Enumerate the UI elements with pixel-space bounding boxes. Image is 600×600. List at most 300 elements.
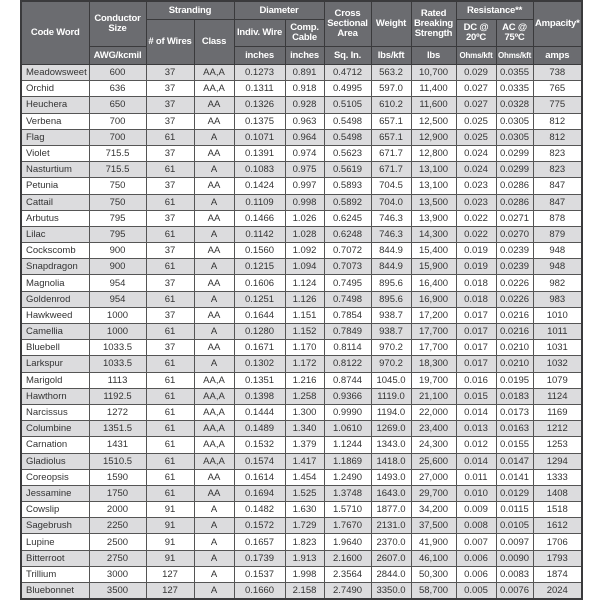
cell-comp-cable: 1.417 [285, 453, 324, 469]
cell-dc-resistance: 0.017 [456, 356, 496, 372]
cell-rated-breaking-strength: 10,700 [411, 65, 456, 81]
cell-ampacity: 847 [533, 194, 582, 210]
cell-class: A [194, 502, 234, 518]
cell-comp-cable: 1.152 [285, 324, 324, 340]
cell-code-word: Larkspur [21, 356, 89, 372]
header-comp-cable: Comp. Cable [285, 20, 324, 47]
cell-num-wires: 127 [146, 566, 194, 582]
header-num-wires: # of Wires [146, 20, 194, 65]
header-class: Class [194, 20, 234, 65]
cell-weight: 2131.0 [371, 518, 411, 534]
cell-class: A [194, 129, 234, 145]
cell-code-word: Cowslip [21, 502, 89, 518]
cell-rated-breaking-strength: 16,900 [411, 291, 456, 307]
cell-code-word: Bluebell [21, 340, 89, 356]
cell-num-wires: 37 [146, 81, 194, 97]
cell-rated-breaking-strength: 13,100 [411, 162, 456, 178]
cell-weight: 844.9 [371, 259, 411, 275]
table-row [21, 583, 582, 600]
cell-dc-resistance: 0.016 [456, 372, 496, 388]
cell-cross-sectional-area: 2.7490 [324, 583, 371, 600]
cell-weight: 1343.0 [371, 437, 411, 453]
cell-class: AA [194, 307, 234, 323]
cell-ac-resistance: 0.0083 [496, 566, 533, 582]
cell-num-wires: 37 [146, 275, 194, 291]
cell-cross-sectional-area: 0.7072 [324, 243, 371, 259]
cell-ac-resistance: 0.0299 [496, 162, 533, 178]
cell-rated-breaking-strength: 13,500 [411, 194, 456, 210]
cell-cross-sectional-area: 0.5619 [324, 162, 371, 178]
table-row [21, 226, 582, 242]
header-ac-resistance: AC @ 75ºC [496, 20, 533, 47]
table-row [21, 404, 582, 420]
cell-code-word: Nasturtium [21, 162, 89, 178]
cell-rated-breaking-strength: 12,900 [411, 129, 456, 145]
cell-indiv-wire: 0.1644 [234, 307, 285, 323]
cell-comp-cable: 1.026 [285, 210, 324, 226]
cell-code-word: Sagebrush [21, 518, 89, 534]
cell-comp-cable: 1.379 [285, 437, 324, 453]
cell-class: AA [194, 145, 234, 161]
cell-ampacity: 775 [533, 97, 582, 113]
cell-ac-resistance: 0.0129 [496, 485, 533, 501]
cell-weight: 671.7 [371, 162, 411, 178]
cell-rated-breaking-strength: 25,600 [411, 453, 456, 469]
cell-weight: 2370.0 [371, 534, 411, 550]
cell-code-word: Coreopsis [21, 469, 89, 485]
cell-ac-resistance: 0.0305 [496, 113, 533, 129]
cell-code-word: Bluebonnet [21, 583, 89, 600]
cell-conductor-size: 1590 [89, 469, 146, 485]
table-row [21, 162, 582, 178]
cell-ac-resistance: 0.0270 [496, 226, 533, 242]
cell-ampacity: 847 [533, 178, 582, 194]
cell-conductor-size: 650 [89, 97, 146, 113]
cell-num-wires: 61 [146, 404, 194, 420]
cell-weight: 1194.0 [371, 404, 411, 420]
cell-ac-resistance: 0.0286 [496, 178, 533, 194]
cell-weight: 1493.0 [371, 469, 411, 485]
cell-num-wires: 37 [146, 65, 194, 81]
cell-rated-breaking-strength: 11,600 [411, 97, 456, 113]
cell-class: AA [194, 469, 234, 485]
cell-ampacity: 983 [533, 291, 582, 307]
cell-num-wires: 61 [146, 437, 194, 453]
cell-ac-resistance: 0.0155 [496, 437, 533, 453]
cell-comp-cable: 1.630 [285, 502, 324, 518]
cell-comp-cable: 1.170 [285, 340, 324, 356]
cell-comp-cable: 0.963 [285, 113, 324, 129]
cell-weight: 938.7 [371, 307, 411, 323]
cell-dc-resistance: 0.018 [456, 275, 496, 291]
cell-cross-sectional-area: 0.8122 [324, 356, 371, 372]
cell-conductor-size: 1750 [89, 485, 146, 501]
cell-comp-cable: 1.300 [285, 404, 324, 420]
cell-indiv-wire: 0.1660 [234, 583, 285, 600]
cell-ampacity: 1518 [533, 502, 582, 518]
header-rated-breaking-strength: Rated Breaking Strength [411, 1, 456, 47]
cell-dc-resistance: 0.006 [456, 566, 496, 582]
cell-num-wires: 37 [146, 113, 194, 129]
cell-dc-resistance: 0.014 [456, 404, 496, 420]
cell-ac-resistance: 0.0097 [496, 534, 533, 550]
cell-num-wires: 61 [146, 421, 194, 437]
unit-ampacity: amps [533, 47, 582, 65]
cell-conductor-size: 1113 [89, 372, 146, 388]
cell-rated-breaking-strength: 58,700 [411, 583, 456, 600]
cell-comp-cable: 1.823 [285, 534, 324, 550]
cell-ampacity: 1010 [533, 307, 582, 323]
cell-dc-resistance: 0.015 [456, 388, 496, 404]
cell-code-word: Verbena [21, 113, 89, 129]
cell-cross-sectional-area: 0.8744 [324, 372, 371, 388]
cell-indiv-wire: 0.1671 [234, 340, 285, 356]
unit-comp-cable: inches [285, 47, 324, 65]
cell-num-wires: 91 [146, 518, 194, 534]
cell-rated-breaking-strength: 27,000 [411, 469, 456, 485]
cell-class: A [194, 518, 234, 534]
cell-num-wires: 61 [146, 194, 194, 210]
cell-rated-breaking-strength: 50,300 [411, 566, 456, 582]
cell-num-wires: 61 [146, 469, 194, 485]
cell-dc-resistance: 0.023 [456, 178, 496, 194]
cell-weight: 2607.0 [371, 550, 411, 566]
cell-weight: 746.3 [371, 210, 411, 226]
cell-class: AA,A [194, 404, 234, 420]
table-row [21, 324, 582, 340]
table-header [21, 1, 582, 65]
cell-rated-breaking-strength: 34,200 [411, 502, 456, 518]
cell-conductor-size: 1033.5 [89, 340, 146, 356]
cell-weight: 844.9 [371, 243, 411, 259]
conductor-spec-table [20, 0, 583, 600]
cell-dc-resistance: 0.029 [456, 65, 496, 81]
cell-comp-cable: 1.454 [285, 469, 324, 485]
cell-cross-sectional-area: 0.5623 [324, 145, 371, 161]
cell-conductor-size: 2750 [89, 550, 146, 566]
cell-indiv-wire: 0.1398 [234, 388, 285, 404]
cell-cross-sectional-area: 1.7670 [324, 518, 371, 534]
cell-weight: 938.7 [371, 324, 411, 340]
cell-ac-resistance: 0.0328 [496, 97, 533, 113]
cell-cross-sectional-area: 0.6245 [324, 210, 371, 226]
cell-dc-resistance: 0.017 [456, 307, 496, 323]
cell-cross-sectional-area: 0.4712 [324, 65, 371, 81]
cell-ac-resistance: 0.0183 [496, 388, 533, 404]
cell-num-wires: 91 [146, 534, 194, 550]
cell-ampacity: 1874 [533, 566, 582, 582]
table-row [21, 243, 582, 259]
cell-code-word: Lupine [21, 534, 89, 550]
cell-conductor-size: 750 [89, 178, 146, 194]
cell-weight: 1119.0 [371, 388, 411, 404]
cell-comp-cable: 1.124 [285, 275, 324, 291]
cell-code-word: Marigold [21, 372, 89, 388]
cell-class: AA,A [194, 437, 234, 453]
cell-weight: 563.2 [371, 65, 411, 81]
cell-comp-cable: 1.998 [285, 566, 324, 582]
cell-rated-breaking-strength: 17,200 [411, 307, 456, 323]
cell-ampacity: 2024 [533, 583, 582, 600]
header-resistance: Resistance** [456, 1, 533, 20]
cell-ac-resistance: 0.0239 [496, 259, 533, 275]
cell-code-word: Hawthorn [21, 388, 89, 404]
cell-rated-breaking-strength: 15,400 [411, 243, 456, 259]
cell-rated-breaking-strength: 41,900 [411, 534, 456, 550]
cell-class: A [194, 259, 234, 275]
cell-num-wires: 37 [146, 145, 194, 161]
cell-weight: 704.0 [371, 194, 411, 210]
cell-comp-cable: 1.094 [285, 259, 324, 275]
cell-weight: 1418.0 [371, 453, 411, 469]
cell-rated-breaking-strength: 16,400 [411, 275, 456, 291]
cell-ac-resistance: 0.0305 [496, 129, 533, 145]
cell-code-word: Petunia [21, 178, 89, 194]
table-row [21, 259, 582, 275]
cell-code-word: Heuchera [21, 97, 89, 113]
cell-cross-sectional-area: 0.6248 [324, 226, 371, 242]
table-row [21, 469, 582, 485]
cell-rated-breaking-strength: 21,100 [411, 388, 456, 404]
table-row [21, 437, 582, 453]
cell-indiv-wire: 0.1109 [234, 194, 285, 210]
cell-rated-breaking-strength: 19,700 [411, 372, 456, 388]
unit-weight: lbs/kft [371, 47, 411, 65]
cell-dc-resistance: 0.023 [456, 194, 496, 210]
cell-conductor-size: 954 [89, 291, 146, 307]
header-dc-resistance: DC @ 20ºC [456, 20, 496, 47]
cell-dc-resistance: 0.017 [456, 324, 496, 340]
cell-indiv-wire: 0.1375 [234, 113, 285, 129]
table-row [21, 145, 582, 161]
cell-dc-resistance: 0.009 [456, 502, 496, 518]
cell-class: A [194, 226, 234, 242]
cell-conductor-size: 636 [89, 81, 146, 97]
header-conductor-size: Conductor Size [89, 1, 146, 47]
cell-ampacity: 1212 [533, 421, 582, 437]
cell-ac-resistance: 0.0239 [496, 243, 533, 259]
cell-code-word: Cattail [21, 194, 89, 210]
cell-class: AA,A [194, 421, 234, 437]
cell-class: A [194, 550, 234, 566]
cell-ampacity: 765 [533, 81, 582, 97]
cell-ac-resistance: 0.0226 [496, 291, 533, 307]
cell-indiv-wire: 0.1532 [234, 437, 285, 453]
cell-comp-cable: 0.928 [285, 97, 324, 113]
cell-class: A [194, 162, 234, 178]
cell-conductor-size: 3000 [89, 566, 146, 582]
cell-weight: 1877.0 [371, 502, 411, 518]
table-row [21, 210, 582, 226]
cell-ac-resistance: 0.0173 [496, 404, 533, 420]
cell-indiv-wire: 0.1391 [234, 145, 285, 161]
cell-num-wires: 37 [146, 307, 194, 323]
cell-weight: 895.6 [371, 275, 411, 291]
cell-cross-sectional-area: 0.4995 [324, 81, 371, 97]
cell-indiv-wire: 0.1482 [234, 502, 285, 518]
cell-ac-resistance: 0.0141 [496, 469, 533, 485]
cell-cross-sectional-area: 1.3748 [324, 485, 371, 501]
cell-class: AA [194, 340, 234, 356]
cell-ampacity: 1124 [533, 388, 582, 404]
cell-comp-cable: 1.258 [285, 388, 324, 404]
cell-indiv-wire: 0.1071 [234, 129, 285, 145]
cell-ampacity: 812 [533, 129, 582, 145]
cell-conductor-size: 1351.5 [89, 421, 146, 437]
cell-indiv-wire: 0.1606 [234, 275, 285, 291]
cell-conductor-size: 795 [89, 210, 146, 226]
cell-code-word: Trillium [21, 566, 89, 582]
cell-cross-sectional-area: 1.0610 [324, 421, 371, 437]
cell-class: A [194, 324, 234, 340]
unit-ac-resistance: Ohms/kft [496, 47, 533, 65]
cell-rated-breaking-strength: 29,700 [411, 485, 456, 501]
cell-ampacity: 1408 [533, 485, 582, 501]
cell-cross-sectional-area: 0.7495 [324, 275, 371, 291]
cell-indiv-wire: 0.1215 [234, 259, 285, 275]
cell-cross-sectional-area: 0.5892 [324, 194, 371, 210]
cell-indiv-wire: 0.1444 [234, 404, 285, 420]
cell-ampacity: 1706 [533, 534, 582, 550]
cell-num-wires: 61 [146, 162, 194, 178]
cell-class: AA,A [194, 81, 234, 97]
cell-code-word: Hawkweed [21, 307, 89, 323]
table-row [21, 194, 582, 210]
cell-rated-breaking-strength: 23,400 [411, 421, 456, 437]
cell-rated-breaking-strength: 24,300 [411, 437, 456, 453]
cell-comp-cable: 1.216 [285, 372, 324, 388]
cell-code-word: Narcissus [21, 404, 89, 420]
cell-ampacity: 1031 [533, 340, 582, 356]
cell-comp-cable: 0.918 [285, 81, 324, 97]
cell-ampacity: 879 [533, 226, 582, 242]
cell-ampacity: 1253 [533, 437, 582, 453]
cell-dc-resistance: 0.019 [456, 259, 496, 275]
cell-code-word: Snapdragon [21, 259, 89, 275]
cell-dc-resistance: 0.012 [456, 437, 496, 453]
cell-cross-sectional-area: 1.2490 [324, 469, 371, 485]
table-row [21, 113, 582, 129]
cell-rated-breaking-strength: 13,900 [411, 210, 456, 226]
cell-cross-sectional-area: 1.1244 [324, 437, 371, 453]
cell-class: AA [194, 275, 234, 291]
cell-indiv-wire: 0.1311 [234, 81, 285, 97]
cell-dc-resistance: 0.017 [456, 340, 496, 356]
cell-dc-resistance: 0.025 [456, 129, 496, 145]
cell-num-wires: 61 [146, 226, 194, 242]
header-indiv-wire: Indiv. Wire [234, 20, 285, 47]
table-row [21, 534, 582, 550]
cell-ac-resistance: 0.0271 [496, 210, 533, 226]
cell-rated-breaking-strength: 15,900 [411, 259, 456, 275]
cell-conductor-size: 1192.5 [89, 388, 146, 404]
cell-ampacity: 1793 [533, 550, 582, 566]
cell-cross-sectional-area: 0.8114 [324, 340, 371, 356]
table-body [21, 65, 582, 600]
unit-indiv-wire: inches [234, 47, 285, 65]
cell-rated-breaking-strength: 46,100 [411, 550, 456, 566]
cell-conductor-size: 900 [89, 243, 146, 259]
header-cross-sectional-area: Cross Sectional Area [324, 1, 371, 47]
cell-comp-cable: 0.891 [285, 65, 324, 81]
cell-conductor-size: 700 [89, 113, 146, 129]
cell-ac-resistance: 0.0286 [496, 194, 533, 210]
cell-ac-resistance: 0.0163 [496, 421, 533, 437]
cell-class: A [194, 534, 234, 550]
cell-conductor-size: 1000 [89, 324, 146, 340]
cell-ampacity: 1169 [533, 404, 582, 420]
cell-ampacity: 1612 [533, 518, 582, 534]
cell-comp-cable: 1.151 [285, 307, 324, 323]
cell-rated-breaking-strength: 11,400 [411, 81, 456, 97]
cell-ac-resistance: 0.0210 [496, 356, 533, 372]
cell-ac-resistance: 0.0210 [496, 340, 533, 356]
table-row [21, 340, 582, 356]
cell-cross-sectional-area: 0.5105 [324, 97, 371, 113]
cell-conductor-size: 795 [89, 226, 146, 242]
cell-class: AA,A [194, 372, 234, 388]
table-row [21, 65, 582, 81]
table-row [21, 550, 582, 566]
cell-weight: 895.6 [371, 291, 411, 307]
cell-class: AA [194, 243, 234, 259]
cell-conductor-size: 3500 [89, 583, 146, 600]
cell-class: AA,A [194, 388, 234, 404]
cell-class: AA [194, 97, 234, 113]
cell-cross-sectional-area: 1.5710 [324, 502, 371, 518]
cell-weight: 2844.0 [371, 566, 411, 582]
cell-code-word: Gladiolus [21, 453, 89, 469]
cell-class: A [194, 566, 234, 582]
cell-dc-resistance: 0.006 [456, 550, 496, 566]
table-row [21, 453, 582, 469]
cell-cross-sectional-area: 1.9640 [324, 534, 371, 550]
table-row [21, 307, 582, 323]
cell-code-word: Jessamine [21, 485, 89, 501]
cell-ac-resistance: 0.0105 [496, 518, 533, 534]
cell-indiv-wire: 0.1251 [234, 291, 285, 307]
cell-conductor-size: 715.5 [89, 145, 146, 161]
cell-indiv-wire: 0.1614 [234, 469, 285, 485]
table-row [21, 129, 582, 145]
cell-rated-breaking-strength: 18,300 [411, 356, 456, 372]
cell-weight: 704.5 [371, 178, 411, 194]
cell-ampacity: 1294 [533, 453, 582, 469]
table-row [21, 275, 582, 291]
cell-indiv-wire: 0.1466 [234, 210, 285, 226]
cell-ampacity: 1011 [533, 324, 582, 340]
cell-num-wires: 61 [146, 372, 194, 388]
cell-rated-breaking-strength: 17,700 [411, 340, 456, 356]
cell-code-word: Meadowsweet [21, 65, 89, 81]
cell-weight: 1269.0 [371, 421, 411, 437]
table-row [21, 566, 582, 582]
unit-conductor-size: AWG/kcmil [89, 47, 146, 65]
cell-num-wires: 61 [146, 129, 194, 145]
cell-weight: 1045.0 [371, 372, 411, 388]
cell-class: AA [194, 485, 234, 501]
cell-indiv-wire: 0.1560 [234, 243, 285, 259]
unit-cross-sectional-area: Sq. In. [324, 47, 371, 65]
cell-conductor-size: 1033.5 [89, 356, 146, 372]
cell-comp-cable: 0.964 [285, 129, 324, 145]
cell-indiv-wire: 0.1489 [234, 421, 285, 437]
cell-weight: 610.2 [371, 97, 411, 113]
cell-indiv-wire: 0.1142 [234, 226, 285, 242]
cell-dc-resistance: 0.024 [456, 162, 496, 178]
cell-rated-breaking-strength: 12,500 [411, 113, 456, 129]
cell-conductor-size: 700 [89, 129, 146, 145]
